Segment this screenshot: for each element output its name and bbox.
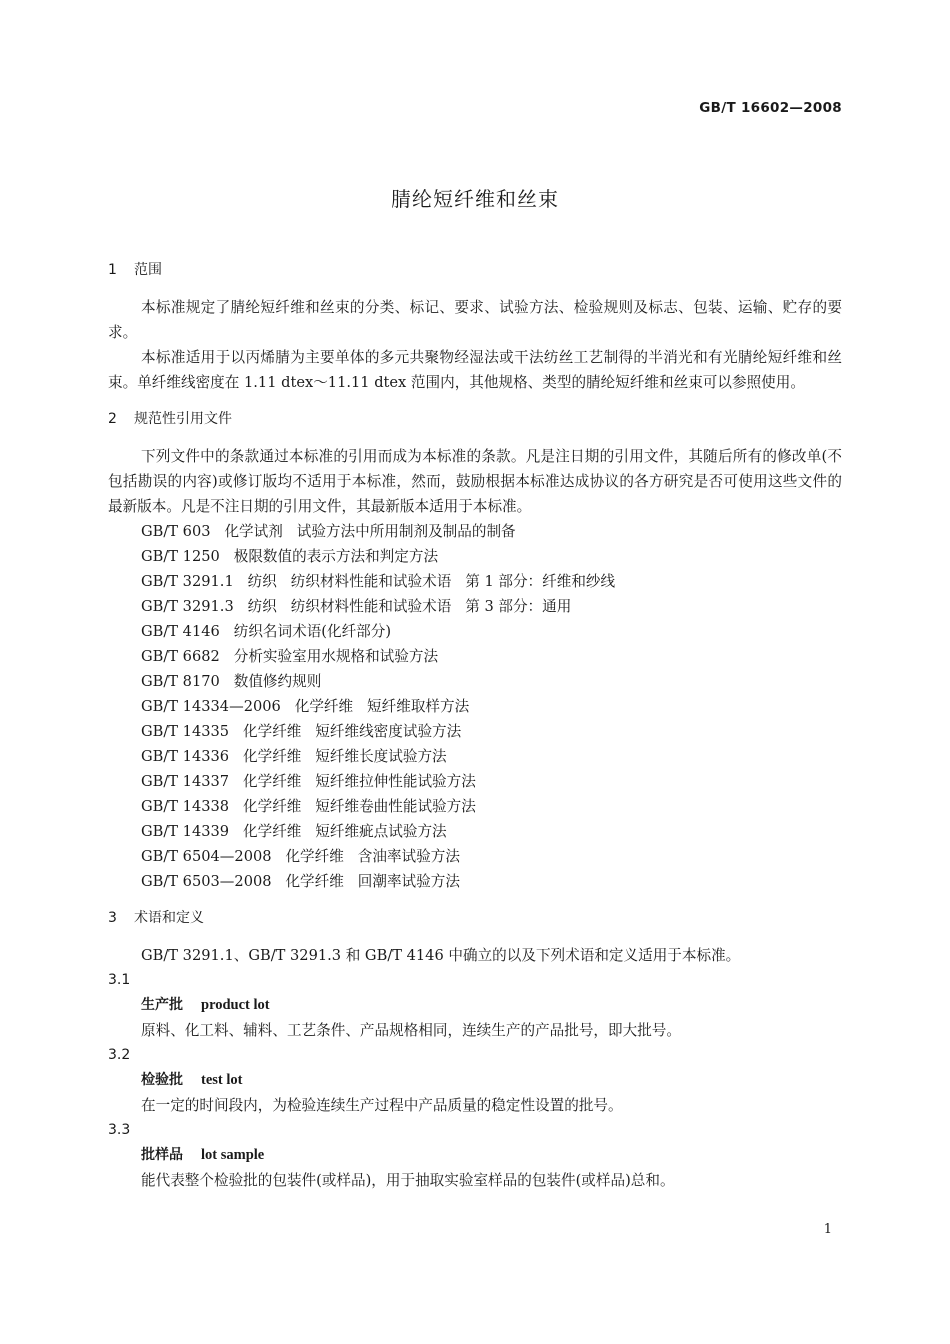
term-number: 3.2 <box>108 1047 131 1063</box>
term-definition: 在一定的时间段内，为检验连续生产过程中产品质量的稳定性设置的批号。 <box>141 1097 623 1114</box>
reference-item: GB/T 4146 纺织名词术语(化纤部分) <box>141 623 392 640</box>
page-number: 1 <box>823 1222 832 1237</box>
term-name <box>108 1068 842 1093</box>
reference-item: GB/T 14337 化学纤维 短纤维拉伸性能试验方法 <box>141 773 476 790</box>
document-title: 腈纶短纤维和丝束 <box>391 187 559 211</box>
paragraph: 本标准规定了腈纶短纤维和丝束的分类、标记、要求、试验方法、检验规则及标志、包装、运输、贮存的要求。 <box>108 299 842 341</box>
reference-item: GB/T 3291.3 纺织 纺织材料性能和试验术语 第 3 部分：通用 <box>141 598 572 615</box>
term-name-zh: 检验批 <box>141 1072 183 1088</box>
term-definition: 能代表整个检验批的包装件(或样品)，用于抽取实验室样品的包装件(或样品)总和。 <box>141 1172 675 1189</box>
reference-item: GB/T 14336 化学纤维 短纤维长度试验方法 <box>141 748 447 765</box>
section-title: 范围 <box>134 262 162 278</box>
term-name-zh: 生产批 <box>141 997 183 1013</box>
reference-item: GB/T 6503—2008 化学纤维 回潮率试验方法 <box>141 873 460 890</box>
reference-item: GB/T 1250 极限数值的表示方法和判定方法 <box>141 548 439 565</box>
section-title: 规范性引用文件 <box>134 411 232 427</box>
reference-item: GB/T 14339 化学纤维 短纤维疵点试验方法 <box>141 823 447 840</box>
section-number: 3 <box>108 910 117 926</box>
section-title: 术语和定义 <box>134 910 204 926</box>
term-definition: 原料、化工料、辅料、工艺条件、产品规格相同，连续生产的产品批号，即大批号。 <box>141 1022 681 1039</box>
section-heading-3 <box>108 906 842 930</box>
paragraph: 本标准适用于以丙烯腈为主要单体的多元共聚物经湿法或干法纺丝工艺制得的半消光和有光腈纶短纤维和丝束。单纤维线密度在 1.11 dtex～11.11 dtex 范围内，其他规格、类型的腈纶短纤维和丝束可以参照使用。 <box>108 349 842 391</box>
reference-item: GB/T 8170 数值修约规则 <box>141 673 322 690</box>
term-name-en: product lot <box>201 997 270 1013</box>
reference-item: GB/T 603 化学试剂 试验方法中所用制剂及制品的制备 <box>141 523 516 540</box>
term-name <box>108 993 842 1018</box>
term-name-en: lot sample <box>201 1147 265 1163</box>
term-number: 3.1 <box>108 972 131 988</box>
reference-item: GB/T 6504—2008 化学纤维 含油率试验方法 <box>141 848 460 865</box>
term-number: 3.3 <box>108 1122 131 1138</box>
document-body <box>108 258 842 1193</box>
paragraph: GB/T 3291.1、GB/T 3291.3 和 GB/T 4146 中确立的以及下列术语和定义适用于本标准。 <box>141 947 741 964</box>
term-name <box>108 1143 842 1168</box>
term-name-zh: 批样品 <box>141 1147 183 1163</box>
reference-list <box>108 519 842 894</box>
term-3-2 <box>108 1043 842 1118</box>
section-heading-1 <box>108 258 842 282</box>
reference-item: GB/T 14338 化学纤维 短纤维卷曲性能试验方法 <box>141 798 476 815</box>
term-3-1 <box>108 968 842 1043</box>
standard-code: GB/T 16602—2008 <box>699 100 842 116</box>
section-number: 1 <box>108 262 117 278</box>
section-number: 2 <box>108 411 117 427</box>
term-name-en: test lot <box>201 1072 243 1088</box>
reference-item: GB/T 14335 化学纤维 短纤维线密度试验方法 <box>141 723 462 740</box>
reference-item: GB/T 3291.1 纺织 纺织材料性能和试验术语 第 1 部分：纤维和纱线 <box>141 573 616 590</box>
reference-item: GB/T 6682 分析实验室用水规格和试验方法 <box>141 648 439 665</box>
paragraph: 下列文件中的条款通过本标准的引用而成为本标准的条款。凡是注日期的引用文件，其随后所有的修改单(不包括勘误的内容)或修订版均不适用于本标准，然而，鼓励根据本标准达成协议的各方研究是否可使用这些文件的最新版本。凡是不注日期的引用文件，其最新版本适用于本标准。 <box>108 448 842 515</box>
reference-item: GB/T 14334—2006 化学纤维 短纤维取样方法 <box>141 698 470 715</box>
term-3-3 <box>108 1118 842 1193</box>
section-heading-2 <box>108 407 842 431</box>
